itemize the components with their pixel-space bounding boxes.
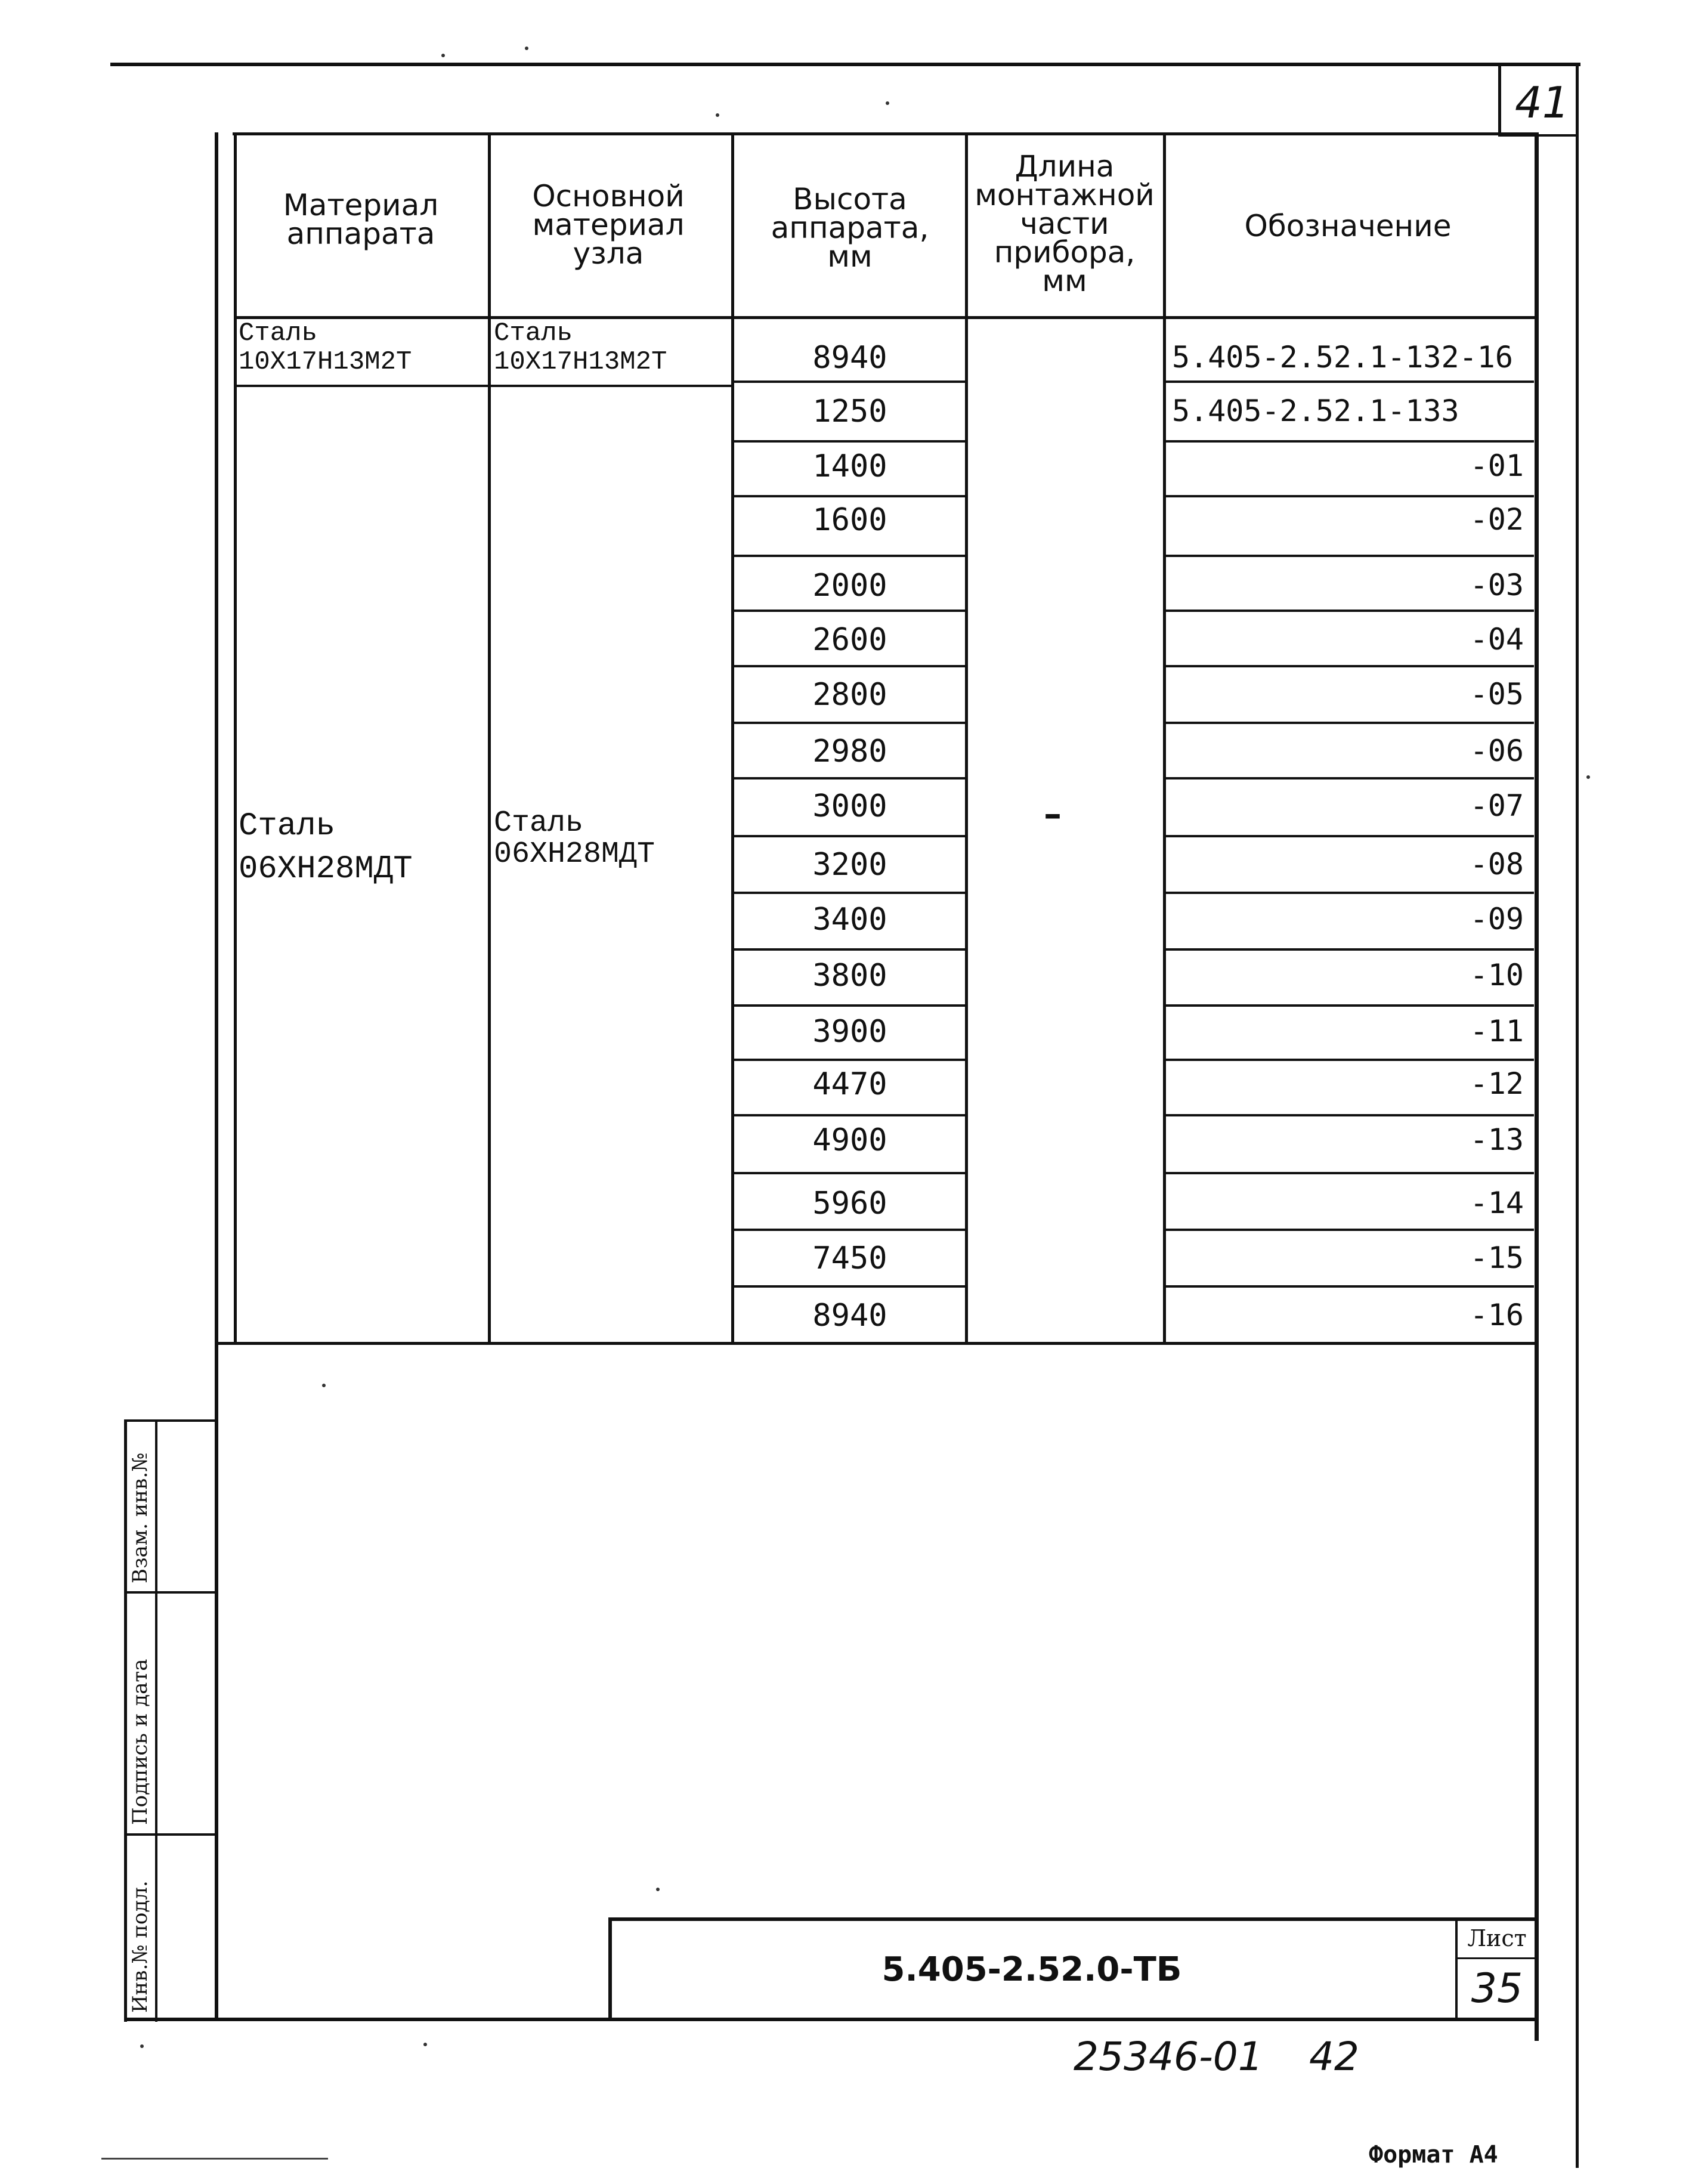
height-row-line [732, 722, 966, 724]
designation-cell: -08 [1470, 847, 1524, 881]
sheet-label: Лист [1467, 1925, 1527, 1951]
first-row-material: Сталь 10Х17Н13М2Т [239, 318, 412, 377]
height-cell: 8940 [812, 1298, 887, 1334]
designation-row-line [1164, 665, 1534, 667]
designation-row-line [1164, 948, 1534, 951]
side-stamp-div1 [124, 1591, 216, 1594]
sheet-number: 35 [1471, 1965, 1523, 2012]
title-block-sheet-left [1455, 1917, 1458, 2020]
title-block-sheet-div [1455, 1957, 1536, 1959]
first-row-base-material: Сталь 10Х17Н13М2Т [494, 318, 667, 377]
format-label: Формат А4 [1369, 2141, 1498, 2168]
first-row-height: 8940 [812, 340, 887, 376]
height-row-line [732, 1285, 966, 1288]
height-row-line [732, 610, 966, 612]
side-stamp-inventory: Инв.№ подл. [128, 1880, 152, 2013]
archive-number: 25346-01 [1074, 2034, 1263, 2080]
height-row-line [732, 892, 966, 894]
height-row-line [732, 1229, 966, 1231]
height-row-line [732, 777, 966, 779]
scan-speck [1586, 775, 1590, 779]
designation-cell: -07 [1470, 788, 1524, 823]
col-line-4 [965, 132, 968, 1343]
designation-cell: -05 [1470, 677, 1524, 711]
height-row-line [732, 555, 966, 557]
first-row-line-height [732, 381, 966, 383]
designation-cell: -14 [1470, 1186, 1524, 1220]
height-cell: 3200 [812, 847, 887, 883]
height-cell: 5960 [812, 1186, 887, 1221]
height-row-line [732, 665, 966, 667]
scan-speck [716, 113, 719, 117]
height-row-line [732, 1114, 966, 1116]
designation-cell: -01 [1470, 448, 1524, 483]
col-line-3 [731, 132, 734, 1343]
designation-cell: -10 [1470, 958, 1524, 992]
scan-speck [322, 1384, 326, 1387]
designation-row-line [1164, 495, 1534, 497]
designation-cell: -13 [1470, 1122, 1524, 1157]
document-code: 5.405-2.52.0-ТБ [881, 1950, 1182, 1989]
first-row-line-left [234, 385, 732, 387]
group-material: Сталь 06ХН28МДТ [239, 808, 413, 887]
side-stamp-mid [155, 1419, 157, 2022]
designation-row-line [1164, 1059, 1534, 1061]
frame-right [1535, 132, 1539, 2041]
designation-row-line [1164, 610, 1534, 612]
side-stamp-div2 [124, 1833, 216, 1836]
group-base-material: Сталь 06ХН28МДТ [494, 806, 655, 871]
height-cell: 2800 [812, 677, 887, 713]
side-stamp-top [124, 1419, 216, 1422]
height-cell: 1250 [812, 394, 887, 429]
title-block-top [608, 1917, 1538, 1921]
header-base-material: Основной материал узла [532, 179, 685, 271]
height-cell: 3000 [812, 788, 887, 824]
length-dash: – [1044, 793, 1062, 835]
height-cell: 2000 [812, 568, 887, 604]
designation-cell: -02 [1470, 502, 1524, 537]
height-cell: 3400 [812, 902, 887, 938]
page-number-box-left [1498, 63, 1501, 135]
height-cell: 7450 [812, 1241, 887, 1276]
height-row-line [732, 495, 966, 497]
designation-cell: -04 [1470, 622, 1524, 657]
designation-cell: -15 [1470, 1241, 1524, 1275]
height-row-line [732, 1059, 966, 1061]
scan-speck [525, 47, 528, 50]
designation-row-line [1164, 722, 1534, 724]
scan-speck [656, 1888, 660, 1891]
scan-speck [886, 101, 889, 105]
height-cell: 1600 [812, 502, 887, 538]
right-border [1576, 63, 1579, 2168]
side-stamp-replacement: Взам. инв.№ [128, 1452, 152, 1583]
page-number: 41 [1515, 78, 1570, 128]
designation-row-line [1164, 1229, 1534, 1231]
height-cell: 2980 [812, 734, 887, 769]
designation-cell: -03 [1470, 568, 1524, 602]
height-row-line [732, 948, 966, 951]
designation-row-line [1164, 892, 1534, 894]
designation-cell: 5.405-2.52.1-133 [1172, 394, 1459, 428]
designation-row-line [1164, 1172, 1534, 1174]
frame-top [233, 132, 1539, 135]
bottom-left-rule [101, 2158, 328, 2160]
scan-speck [423, 2043, 427, 2046]
designation-row-line [1164, 555, 1534, 557]
height-cell: 2600 [812, 622, 887, 658]
designation-row-line [1164, 835, 1534, 837]
frame-bottom [124, 2018, 1538, 2021]
first-row-line-designation [1164, 381, 1534, 383]
height-row-line [732, 440, 966, 443]
designation-row-line [1164, 777, 1534, 779]
height-row-line [732, 1172, 966, 1174]
archive-page: 42 [1309, 2034, 1359, 2080]
side-stamp-left [124, 1419, 127, 2022]
frame-left [215, 132, 218, 2020]
designation-cell: -06 [1470, 734, 1524, 768]
header-material: Материал аппарата [283, 188, 439, 251]
header-height: Высота аппарата, мм [771, 182, 929, 274]
height-cell: 3800 [812, 958, 887, 994]
height-row-line [732, 835, 966, 837]
designation-row-line [1164, 1004, 1534, 1007]
designation-cell: -16 [1470, 1298, 1524, 1332]
top-border [110, 63, 1580, 66]
designation-cell: -09 [1470, 902, 1524, 936]
header-length: Длина монтажной части прибора, мм [975, 149, 1155, 298]
col-line-2 [488, 132, 491, 1343]
designation-row-line [1164, 1285, 1534, 1288]
first-row-designation: 5.405-2.52.1-132-16 [1172, 340, 1513, 375]
height-cell: 4900 [812, 1122, 887, 1158]
designation-cell: -11 [1470, 1014, 1524, 1048]
height-cell: 3900 [812, 1014, 887, 1050]
scan-speck [441, 54, 445, 57]
designation-row-line [1164, 440, 1534, 443]
designation-cell: -12 [1470, 1066, 1524, 1101]
col-line-1 [234, 132, 237, 1343]
height-cell: 1400 [812, 448, 887, 484]
height-cell: 4470 [812, 1066, 887, 1102]
table-bottom-line [216, 1342, 1537, 1345]
header-designation: Обозначение [1244, 209, 1452, 243]
scan-speck [140, 2044, 144, 2048]
height-row-line [732, 1004, 966, 1007]
side-stamp-signature: Подпись и дата [128, 1659, 152, 1825]
designation-row-line [1164, 1114, 1534, 1116]
